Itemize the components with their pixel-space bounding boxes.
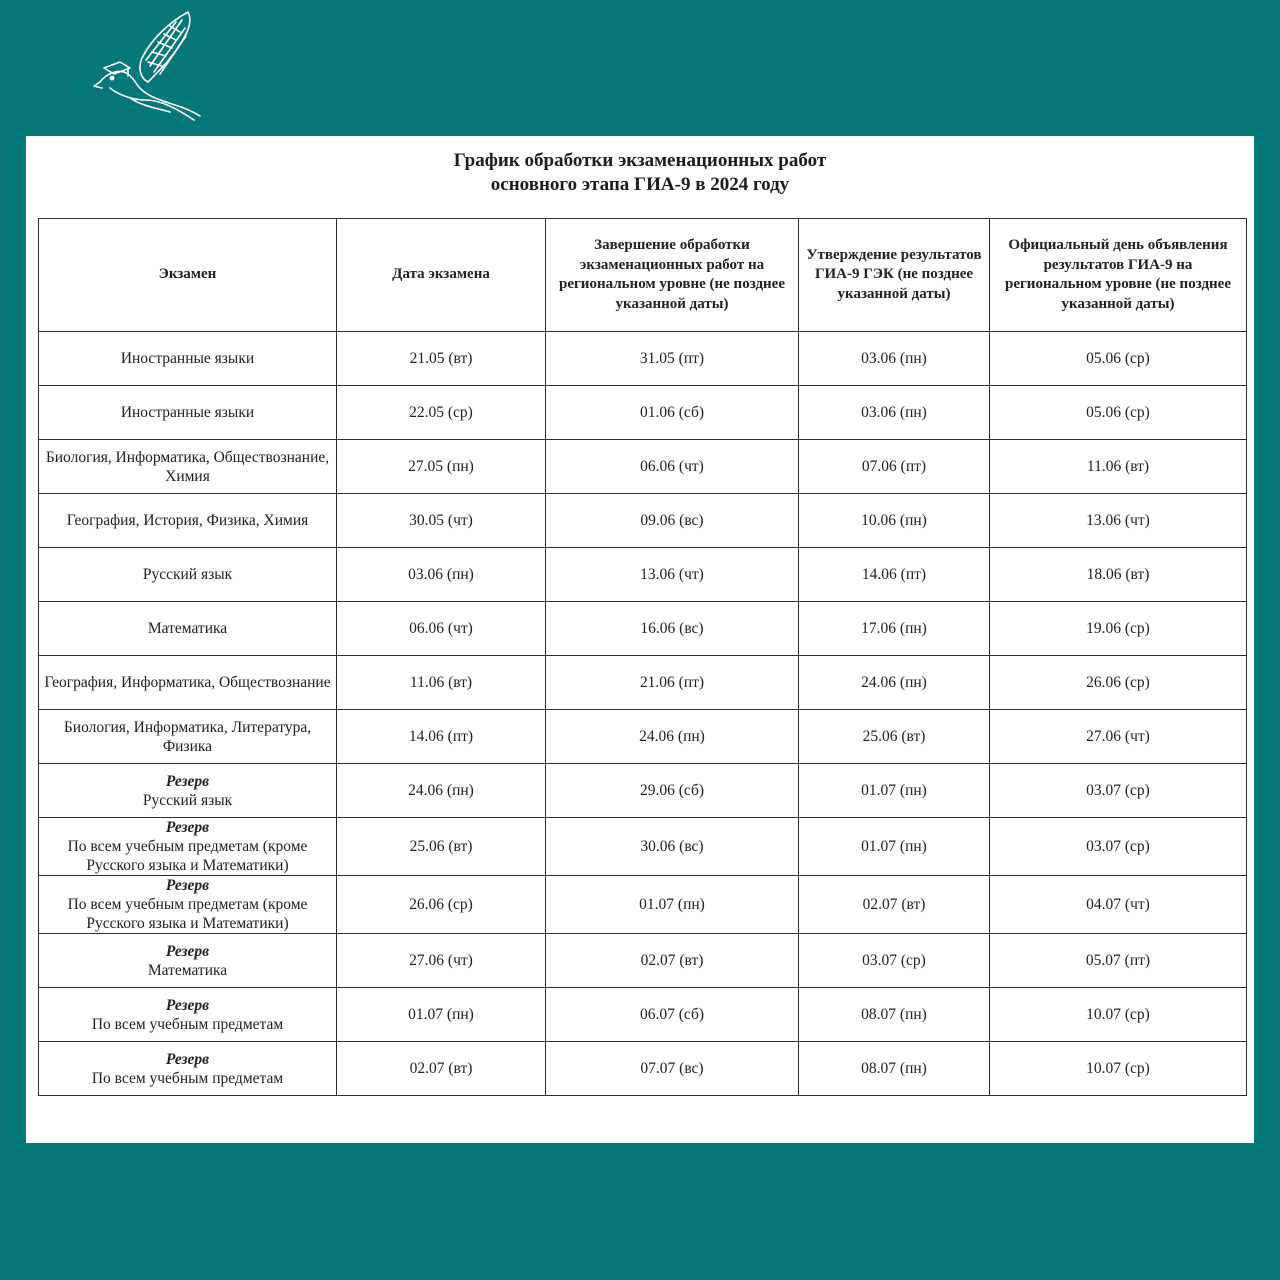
reserve-label: Резерв <box>165 996 210 1014</box>
cell-exam <box>39 602 337 656</box>
cell-exam-date: 27.05 (пн) <box>337 440 546 494</box>
cell-approval-date: 24.06 (пн) <box>799 656 990 710</box>
cell-approval-date: 08.07 (пн) <box>799 1042 990 1096</box>
exam-subjects: Русский язык <box>142 566 233 583</box>
cell-processing-date: 13.06 (чт) <box>546 548 799 602</box>
cell-processing-date: 01.07 (пн) <box>546 876 799 934</box>
cell-exam <box>39 440 337 494</box>
cell-approval-date: 07.06 (пт) <box>799 440 990 494</box>
exam-subjects: Биология, Информатика, Литература, Физика <box>63 718 312 755</box>
cell-approval-date: 01.07 (пн) <box>799 764 990 818</box>
cell-exam-date: 11.06 (вт) <box>337 656 546 710</box>
cell-announcement-date: 11.06 (вт) <box>990 440 1247 494</box>
exam-subjects: География, Информатика, Обществознание <box>44 674 331 691</box>
exam-subjects: Биология, Информатика, Обществознание, Химия <box>45 448 330 485</box>
cell-exam <box>39 710 337 764</box>
cell-exam <box>39 988 337 1042</box>
cell-exam-date: 14.06 (пт) <box>337 710 546 764</box>
cell-approval-date: 01.07 (пн) <box>799 818 990 876</box>
cell-exam-date: 25.06 (вт) <box>337 818 546 876</box>
cell-announcement-date: 13.06 (чт) <box>990 494 1247 548</box>
table-row <box>39 710 1247 764</box>
cell-exam <box>39 876 337 934</box>
title-line-2: основного этапа ГИА-9 в 2024 году <box>490 174 790 195</box>
cell-approval-date: 03.07 (ср) <box>799 934 990 988</box>
cell-processing-date: 24.06 (пн) <box>546 710 799 764</box>
cell-processing-date: 06.07 (сб) <box>546 988 799 1042</box>
cell-announcement-date: 27.06 (чт) <box>990 710 1247 764</box>
table-row <box>39 440 1247 494</box>
document-title <box>26 149 1254 197</box>
table-row <box>39 818 1247 876</box>
cell-exam-date: 27.06 (чт) <box>337 934 546 988</box>
cell-exam <box>39 1042 337 1096</box>
cell-announcement-date: 03.07 (ср) <box>990 764 1247 818</box>
cell-exam <box>39 386 337 440</box>
cell-exam-date: 21.05 (вт) <box>337 332 546 386</box>
header-announcement: Официальный день объявления результатов ГИА-9 на региональном уровне (не позднее указанной даты) <box>990 219 1247 332</box>
exam-subjects: Иностранные языки <box>120 350 255 367</box>
cell-processing-date: 02.07 (вт) <box>546 934 799 988</box>
reserve-label: Резерв <box>165 772 210 790</box>
cell-exam-date: 30.05 (чт) <box>337 494 546 548</box>
table-row <box>39 934 1247 988</box>
cell-processing-date: 21.06 (пт) <box>546 656 799 710</box>
cell-exam <box>39 764 337 818</box>
table-header-row <box>39 219 1247 332</box>
cell-processing-date: 16.06 (вс) <box>546 602 799 656</box>
table-body <box>39 332 1247 1096</box>
cell-exam-date: 06.06 (чт) <box>337 602 546 656</box>
table-row <box>39 386 1247 440</box>
cell-approval-date: 17.06 (пн) <box>799 602 990 656</box>
exam-subjects: Русский язык <box>142 791 233 809</box>
exam-subjects: Иностранные языки <box>120 404 255 421</box>
cell-approval-date: 02.07 (вт) <box>799 876 990 934</box>
table-row <box>39 656 1247 710</box>
exam-subjects: География, История, Физика, Химия <box>66 512 309 529</box>
cell-announcement-date: 05.06 (ср) <box>990 332 1247 386</box>
cell-exam-date: 01.07 (пн) <box>337 988 546 1042</box>
cell-approval-date: 10.06 (пн) <box>799 494 990 548</box>
cell-processing-date: 29.06 (сб) <box>546 764 799 818</box>
exam-subjects: Математика <box>147 620 228 637</box>
table-row <box>39 548 1247 602</box>
table-row <box>39 764 1247 818</box>
cell-exam <box>39 818 337 876</box>
cell-approval-date: 08.07 (пн) <box>799 988 990 1042</box>
cell-announcement-date: 05.07 (пт) <box>990 934 1247 988</box>
reserve-label: Резерв <box>165 877 210 894</box>
schedule-table <box>38 218 1247 1096</box>
bird-book-icon <box>90 8 208 122</box>
cell-exam <box>39 548 337 602</box>
cell-exam <box>39 332 337 386</box>
cell-announcement-date: 10.07 (ср) <box>990 988 1247 1042</box>
table-row <box>39 494 1247 548</box>
exam-subjects: По всем учебным предметам <box>91 1069 284 1087</box>
cell-announcement-date: 05.06 (ср) <box>990 386 1247 440</box>
cell-exam-date: 03.06 (пн) <box>337 548 546 602</box>
cell-processing-date: 06.06 (чт) <box>546 440 799 494</box>
cell-exam-date: 24.06 (пн) <box>337 764 546 818</box>
cell-processing-date: 30.06 (вс) <box>546 818 799 876</box>
table-row <box>39 602 1247 656</box>
cell-announcement-date: 26.06 (ср) <box>990 656 1247 710</box>
cell-approval-date: 03.06 (пн) <box>799 386 990 440</box>
cell-processing-date: 07.07 (вс) <box>546 1042 799 1096</box>
exam-subjects: По всем учебным предметам <box>91 1015 284 1033</box>
cell-exam <box>39 656 337 710</box>
table-row <box>39 332 1247 386</box>
cell-approval-date: 03.06 (пн) <box>799 332 990 386</box>
reserve-label: Резерв <box>165 819 210 836</box>
header-approval: Утверждение результатов ГИА-9 ГЭК (не позднее указанной даты) <box>799 219 990 332</box>
cell-exam-date: 02.07 (вт) <box>337 1042 546 1096</box>
cell-exam-date: 22.05 (ср) <box>337 386 546 440</box>
cell-processing-date: 31.05 (пт) <box>546 332 799 386</box>
header-exam-date: Дата экзамена <box>337 219 546 332</box>
reserve-label: Резерв <box>165 1050 210 1068</box>
title-line-1: График обработки экзаменационных работ <box>453 150 827 171</box>
cell-announcement-date: 19.06 (ср) <box>990 602 1247 656</box>
cell-announcement-date: 10.07 (ср) <box>990 1042 1247 1096</box>
cell-exam <box>39 494 337 548</box>
exam-subjects: Математика <box>147 961 228 979</box>
table-row <box>39 1042 1247 1096</box>
cell-exam-date: 26.06 (ср) <box>337 876 546 934</box>
exam-subjects: По всем учебным предметам (кроме Русского языка и Математики) <box>67 838 308 874</box>
cell-processing-date: 01.06 (сб) <box>546 386 799 440</box>
table-row <box>39 876 1247 934</box>
exam-subjects: По всем учебным предметам (кроме Русского языка и Математики) <box>67 896 308 932</box>
reserve-label: Резерв <box>165 942 210 960</box>
header-exam: Экзамен <box>39 219 337 332</box>
cell-exam <box>39 934 337 988</box>
document-sheet <box>26 136 1254 1143</box>
cell-announcement-date: 18.06 (вт) <box>990 548 1247 602</box>
table-row <box>39 988 1247 1042</box>
cell-announcement-date: 03.07 (ср) <box>990 818 1247 876</box>
cell-processing-date: 09.06 (вс) <box>546 494 799 548</box>
header-processing: Завершение обработки экзаменационных работ на региональном уровне (не позднее указанной даты) <box>546 219 799 332</box>
cell-approval-date: 25.06 (вт) <box>799 710 990 764</box>
cell-approval-date: 14.06 (пт) <box>799 548 990 602</box>
cell-announcement-date: 04.07 (чт) <box>990 876 1247 934</box>
